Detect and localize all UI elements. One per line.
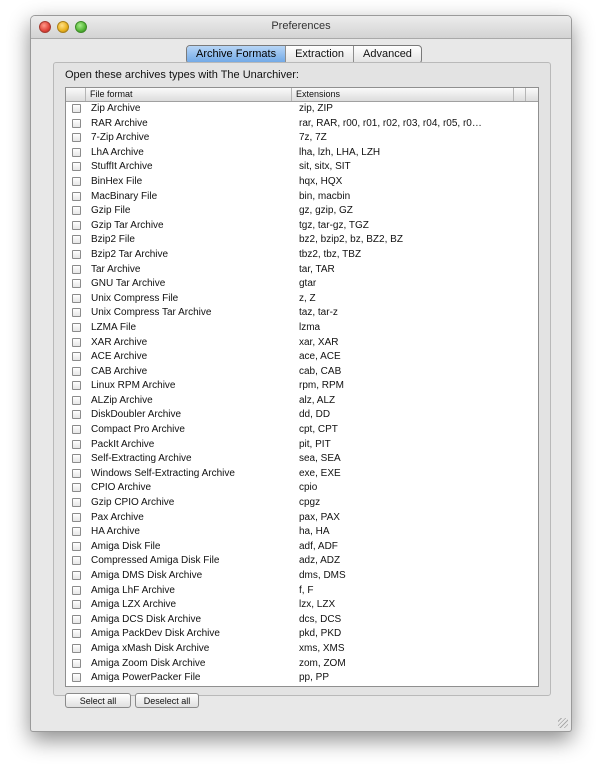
tab-advanced[interactable]: Advanced <box>363 48 412 60</box>
extensions-cell: rpm, RPM <box>299 380 344 392</box>
file-format-cell: Amiga LZX Archive <box>91 599 177 611</box>
table-row[interactable] <box>66 219 539 234</box>
format-checkbox[interactable] <box>72 396 81 405</box>
file-format-cell: Zip Archive <box>91 103 141 114</box>
title-bar <box>31 16 571 39</box>
table-row[interactable] <box>66 350 539 365</box>
resize-grip[interactable] <box>558 718 568 728</box>
table-row[interactable] <box>66 160 539 175</box>
extensions-cell: tgz, tar-gz, TGZ <box>299 219 369 231</box>
format-checkbox[interactable] <box>72 629 81 638</box>
extensions-cell: tbz2, tbz, TBZ <box>299 248 362 260</box>
format-checkbox[interactable] <box>72 367 81 376</box>
format-checkbox[interactable] <box>72 265 81 274</box>
extensions-cell: dd, DD <box>299 409 331 421</box>
extensions-cell: hqx, HQX <box>299 175 343 187</box>
format-checkbox[interactable] <box>72 410 81 419</box>
format-checkbox[interactable] <box>72 556 81 565</box>
extensions-cell: ace, ACE <box>299 351 341 363</box>
extensions-cell: adz, ADZ <box>299 555 341 567</box>
file-format-cell: Unix Compress File <box>91 292 179 304</box>
table-rows <box>66 102 539 686</box>
format-checkbox[interactable] <box>72 279 81 288</box>
extensions-cell: pax, PAX <box>299 511 340 523</box>
table-row[interactable] <box>66 584 539 599</box>
table-row[interactable] <box>66 190 539 205</box>
table-row[interactable] <box>66 540 539 555</box>
extensions-cell: bz2, bzip2, bz, BZ2, BZ <box>299 234 403 246</box>
format-checkbox[interactable] <box>72 586 81 595</box>
column-header-checkbox[interactable] <box>66 88 86 101</box>
format-checkbox[interactable] <box>72 673 81 682</box>
file-format-cell: HA Archive <box>91 526 140 538</box>
file-format-cell: DiskDoubler Archive <box>91 409 182 421</box>
format-checkbox[interactable] <box>72 659 81 668</box>
format-checkbox[interactable] <box>72 250 81 259</box>
format-checkbox[interactable] <box>72 483 81 492</box>
extensions-cell: zom, ZOM <box>299 657 346 669</box>
file-format-cell: CAB Archive <box>91 365 148 377</box>
format-checkbox[interactable] <box>72 323 81 332</box>
extensions-cell: sea, SEA <box>299 453 341 465</box>
format-checkbox[interactable] <box>72 308 81 317</box>
format-checkbox[interactable] <box>72 338 81 347</box>
extensions-cell: pkd, PKD <box>299 628 342 640</box>
format-checkbox[interactable] <box>72 177 81 186</box>
intro-text: Open these archives types with The Unarchiver: <box>65 69 299 81</box>
table-row[interactable] <box>66 394 539 409</box>
table-row[interactable] <box>66 642 539 657</box>
file-format-cell: ALZip Archive <box>91 394 153 406</box>
format-checkbox[interactable] <box>72 571 81 580</box>
table-row[interactable] <box>66 336 539 351</box>
preferences-window <box>30 15 572 732</box>
table-row[interactable] <box>66 496 539 511</box>
format-checkbox[interactable] <box>72 469 81 478</box>
format-checkbox[interactable] <box>72 133 81 142</box>
file-format-cell: Amiga Disk File <box>91 540 161 552</box>
file-format-cell: BinHex File <box>91 175 143 187</box>
file-format-cell: Compact Pro Archive <box>91 424 185 436</box>
file-format-cell: Bzip2 File <box>91 234 135 246</box>
file-format-cell: Amiga DCS Disk Archive <box>91 613 202 625</box>
extensions-cell: xar, XAR <box>299 336 339 348</box>
table-row[interactable] <box>66 554 539 569</box>
column-header-file-format[interactable]: File format <box>86 88 292 101</box>
table-row[interactable] <box>66 423 539 438</box>
table-row[interactable] <box>66 277 539 292</box>
table-row[interactable] <box>66 438 539 453</box>
file-format-cell: Linux RPM Archive <box>91 380 176 392</box>
file-format-cell: 7-Zip Archive <box>91 132 150 144</box>
format-checkbox[interactable] <box>72 440 81 449</box>
extensions-cell: gz, gzip, GZ <box>299 205 353 217</box>
file-format-cell: GNU Tar Archive <box>91 278 166 290</box>
file-format-cell: Gzip Tar Archive <box>91 219 164 231</box>
table-row[interactable] <box>66 657 539 672</box>
extensions-cell: pit, PIT <box>299 438 331 450</box>
table-row[interactable] <box>66 321 539 336</box>
format-checkbox[interactable] <box>72 644 81 653</box>
format-checkbox[interactable] <box>72 542 81 551</box>
format-checkbox[interactable] <box>72 513 81 522</box>
table-row[interactable] <box>66 204 539 219</box>
format-checkbox[interactable] <box>72 235 81 244</box>
table-row[interactable] <box>66 117 539 132</box>
table-row[interactable] <box>66 671 539 686</box>
file-format-cell: Amiga xMash Disk Archive <box>91 642 210 654</box>
format-checkbox[interactable] <box>72 600 81 609</box>
extensions-cell: lzx, LZX <box>299 599 336 611</box>
file-format-cell: RAR Archive <box>91 117 148 129</box>
extensions-cell: zip, ZIP <box>299 103 333 114</box>
file-format-cell: Amiga Zoom Disk Archive <box>91 657 206 669</box>
extensions-cell: cpt, CPT <box>299 424 338 436</box>
extensions-cell: taz, tar-z <box>299 307 338 319</box>
extensions-cell: pp, PP <box>299 672 330 684</box>
file-format-cell: PackIt Archive <box>91 438 155 450</box>
window-title: Preferences <box>271 20 331 32</box>
table-row[interactable] <box>66 481 539 496</box>
extensions-cell: z, Z <box>299 292 316 304</box>
format-checkbox[interactable] <box>72 527 81 536</box>
table-row[interactable] <box>66 263 539 278</box>
table-row[interactable] <box>66 511 539 526</box>
table-row[interactable] <box>66 598 539 613</box>
file-format-cell: Amiga PowerPacker File <box>91 672 201 684</box>
file-format-cell: LZMA File <box>91 321 137 333</box>
file-format-cell: Amiga LhF Archive <box>91 584 175 596</box>
file-format-cell: Bzip2 Tar Archive <box>91 248 169 260</box>
format-checkbox[interactable] <box>72 425 81 434</box>
file-format-cell: LhA Archive <box>91 146 144 158</box>
format-checkbox[interactable] <box>72 192 81 201</box>
extensions-cell: adf, ADF <box>299 540 338 552</box>
table-row[interactable] <box>66 627 539 642</box>
table-row[interactable] <box>66 248 539 263</box>
extensions-cell: rar, RAR, r00, r01, r02, r03, r04, r05, r0… <box>299 117 482 129</box>
formats-table <box>65 87 539 687</box>
extensions-cell: exe, EXE <box>299 467 341 479</box>
extensions-cell: cab, CAB <box>299 365 342 377</box>
table-row[interactable] <box>66 292 539 307</box>
file-format-cell: XAR Archive <box>91 336 148 348</box>
table-row[interactable] <box>66 306 539 321</box>
table-row[interactable] <box>66 613 539 628</box>
extensions-cell: gtar <box>299 278 317 290</box>
file-format-cell: Pax Archive <box>91 511 144 523</box>
format-checkbox[interactable] <box>72 498 81 507</box>
file-format-cell: CPIO Archive <box>91 482 152 494</box>
tab-extraction[interactable]: Extraction <box>286 46 354 63</box>
extensions-cell: cpgz <box>299 497 321 509</box>
extensions-cell: lha, lzh, LHA, LZH <box>299 146 381 158</box>
column-header-extensions[interactable]: Extensions <box>292 88 514 101</box>
file-format-cell: Amiga PackDev Disk Archive <box>91 628 220 640</box>
table-row[interactable] <box>66 365 539 380</box>
extensions-cell: xms, XMS <box>299 642 345 654</box>
file-format-cell: Amiga DMS Disk Archive <box>91 570 203 581</box>
extensions-cell: tar, TAR <box>299 263 335 275</box>
format-checkbox[interactable] <box>72 381 81 390</box>
file-format-cell: Self-Extracting Archive <box>91 453 192 465</box>
file-format-cell: Unix Compress Tar Archive <box>91 307 212 319</box>
table-header <box>66 88 539 102</box>
table-row[interactable] <box>66 467 539 482</box>
table-row[interactable] <box>66 379 539 394</box>
deselect-all-button[interactable]: Deselect all <box>135 693 199 708</box>
extensions-cell: f, F <box>299 584 314 596</box>
column-header-filler <box>514 88 526 101</box>
extensions-cell: 7z, 7Z <box>299 132 327 144</box>
format-checkbox[interactable] <box>72 294 81 303</box>
archive-formats-pane <box>53 62 551 696</box>
extensions-cell: dms, DMS <box>299 570 346 581</box>
extensions-cell: sit, sitx, SIT <box>299 161 351 173</box>
format-checkbox[interactable] <box>72 162 81 171</box>
format-checkbox[interactable] <box>72 104 81 113</box>
format-checkbox[interactable] <box>72 221 81 230</box>
table-row[interactable] <box>66 131 539 146</box>
tab-archive-formats[interactable]: Archive Formats <box>187 46 286 63</box>
extensions-cell: cpio <box>299 482 318 494</box>
format-checkbox[interactable] <box>72 352 81 361</box>
format-checkbox[interactable] <box>72 206 81 215</box>
table-row[interactable] <box>66 175 539 190</box>
file-format-cell: Compressed Amiga Disk File <box>91 555 220 567</box>
extensions-cell: dcs, DCS <box>299 613 342 625</box>
table-row[interactable] <box>66 102 539 117</box>
file-format-cell: Windows Self-Extracting Archive <box>91 467 235 479</box>
extensions-cell: ha, HA <box>299 526 330 538</box>
extensions-cell: alz, ALZ <box>299 394 336 406</box>
file-format-cell: Gzip CPIO Archive <box>91 497 175 509</box>
table-row[interactable] <box>66 452 539 467</box>
extensions-cell: bin, macbin <box>299 190 351 202</box>
table-row[interactable] <box>66 569 539 584</box>
table-row[interactable] <box>66 408 539 423</box>
table-row[interactable] <box>66 146 539 161</box>
format-checkbox[interactable] <box>72 119 81 128</box>
select-all-button[interactable]: Select all <box>65 693 131 708</box>
format-checkbox[interactable] <box>72 454 81 463</box>
file-format-cell: ACE Archive <box>91 351 148 363</box>
format-checkbox[interactable] <box>72 615 81 624</box>
table-row[interactable] <box>66 525 539 540</box>
table-row[interactable] <box>66 233 539 248</box>
format-checkbox[interactable] <box>72 148 81 157</box>
file-format-cell: Tar Archive <box>91 263 141 275</box>
file-format-cell: StuffIt Archive <box>91 161 153 173</box>
extensions-cell: lzma <box>299 321 321 333</box>
file-format-cell: Gzip File <box>91 205 131 217</box>
file-format-cell: MacBinary File <box>91 190 158 202</box>
